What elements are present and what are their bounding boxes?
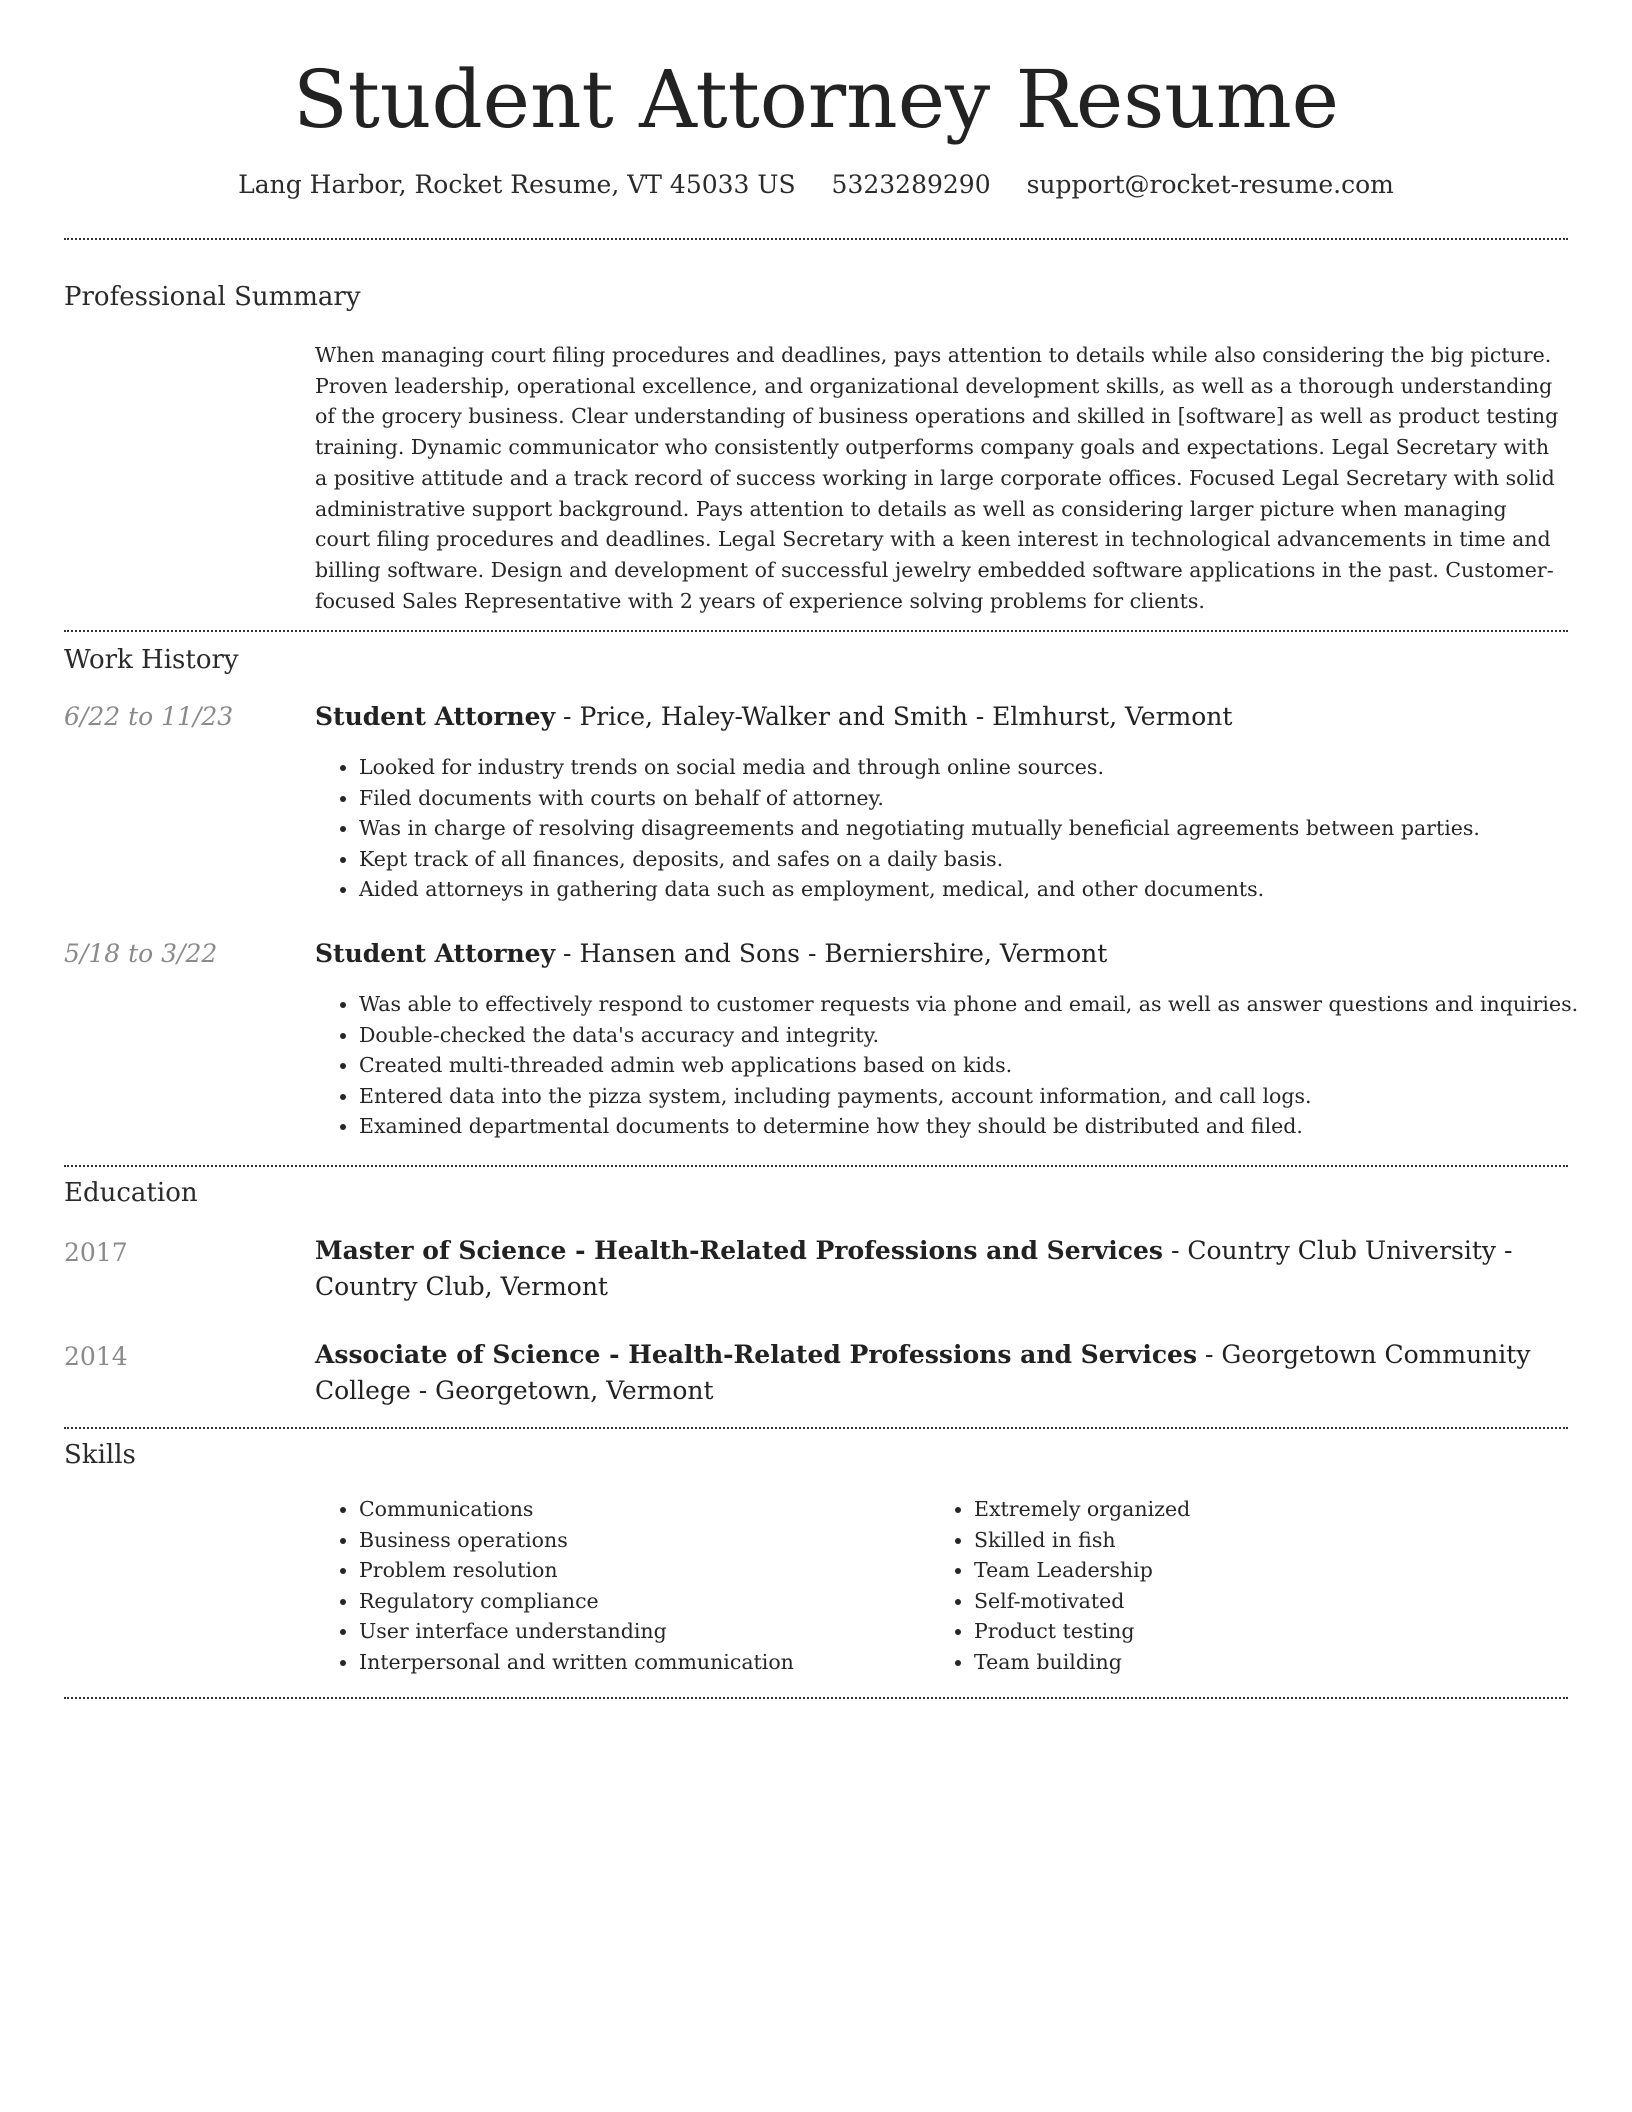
contact-line: [0, 168, 1632, 202]
job-employer: - Hansen and Sons - Berniershire, Vermont: [555, 939, 1108, 968]
skill-item: • Team building: [974, 1647, 1534, 1678]
contact-email: support@rocket-resume.com: [1026, 170, 1394, 199]
skills-list-right: [930, 1494, 1534, 1677]
education-entry: [315, 1233, 1565, 1305]
section-divider: [64, 1697, 1568, 1699]
education-degree: Master of Science - Health-Related Professions and Services: [315, 1236, 1164, 1265]
skill-item: • Regulatory compliance: [359, 1586, 919, 1617]
list-item: • Created multi-threaded admin web applications based on kids.: [359, 1050, 1579, 1081]
contact-phone: 5323289290: [831, 170, 991, 199]
job-position: Student Attorney: [315, 702, 556, 731]
education-year: 2014: [64, 1342, 128, 1371]
job-bullets: [315, 989, 1579, 1142]
skill-item: • Communications: [359, 1494, 919, 1525]
job-dates: 6/22 to 11/23: [64, 702, 234, 731]
education-school: - Georgetown Community College - Georgetown, Vermont: [315, 1340, 1531, 1405]
job-employer: - Price, Haley-Walker and Smith - Elmhurst, Vermont: [555, 702, 1233, 731]
skill-item: • Skilled in fish: [974, 1525, 1534, 1556]
skills-heading: Skills: [64, 1440, 136, 1470]
resume-title: Student Attorney Resume: [292, 53, 1340, 146]
job-dates: 5/18 to 3/22: [64, 939, 218, 968]
summary-text: When managing court filing procedures and deadlines, pays attention to details while also considering the big picture. Proven leadership, operational excellence, and organizational development skills, as well as a thorough understanding of the grocery business. Clear understanding of business operations and skilled in [software] as well as product testing training. Dynamic communicator who consistently outperforms company goals and expectations. Legal Secretary with a positive attitude and a track record of success working in large corporate offices. Focused Legal Secretary with solid administrative support background. Pays attention to details as well as considering larger picture when managing court filing procedures and deadlines. Legal Secretary with a keen interest in technological advancements in time and billing software. Design and development of successful jewelry embedded software applications in the past. Customer-focused Sales Representative with 2 years of experience solving problems for clients.: [315, 343, 1559, 613]
work-history-heading: Work History: [64, 645, 239, 675]
skill-item: • Team Leadership: [974, 1555, 1534, 1586]
list-item: • Examined departmental documents to determine how they should be distributed and filed.: [359, 1111, 1579, 1142]
section-divider: [64, 630, 1568, 632]
education-heading: Education: [64, 1178, 198, 1208]
skills-list-left: [315, 1494, 919, 1677]
education-year: 2017: [64, 1238, 128, 1267]
skill-item: • Business operations: [359, 1525, 919, 1556]
job-position: Student Attorney: [315, 939, 556, 968]
job-bullets: [315, 752, 1579, 905]
skill-item: • Interpersonal and written communication: [359, 1647, 919, 1678]
skill-item: • User interface understanding: [359, 1616, 919, 1647]
job-title: [315, 699, 1565, 735]
section-divider: [64, 238, 1568, 240]
skill-item: • Self-motivated: [974, 1586, 1534, 1617]
education-school: - Country Club University - Country Club, Vermont: [315, 1236, 1513, 1301]
contact-address: Lang Harbor, Rocket Resume, VT 45033 US: [238, 170, 796, 199]
list-item: • Looked for industry trends on social media and through online sources.: [359, 752, 1579, 783]
section-divider: [64, 1427, 1568, 1429]
education-degree: Associate of Science - Health-Related Professions and Services: [315, 1340, 1198, 1369]
list-item: • Kept track of all finances, deposits, and safes on a daily basis.: [359, 844, 1579, 875]
section-divider: [64, 1165, 1568, 1167]
list-item: • Was in charge of resolving disagreements and negotiating mutually beneficial agreements between parties.: [359, 813, 1579, 844]
skill-item: • Product testing: [974, 1616, 1534, 1647]
list-item: • Aided attorneys in gathering data such as employment, medical, and other documents.: [359, 874, 1579, 905]
skill-item: • Problem resolution: [359, 1555, 919, 1586]
list-item: • Double-checked the data's accuracy and integrity.: [359, 1020, 1579, 1051]
education-entry: [315, 1337, 1565, 1409]
list-item: • Filed documents with courts on behalf of attorney.: [359, 783, 1579, 814]
list-item: • Was able to effectively respond to customer requests via phone and email, as well as answer questions and inquiries.: [359, 989, 1579, 1020]
skill-item: • Extremely organized: [974, 1494, 1534, 1525]
job-title: [315, 936, 1565, 972]
summary-heading: Professional Summary: [64, 282, 361, 312]
list-item: • Entered data into the pizza system, including payments, account information, and call logs.: [359, 1081, 1579, 1112]
